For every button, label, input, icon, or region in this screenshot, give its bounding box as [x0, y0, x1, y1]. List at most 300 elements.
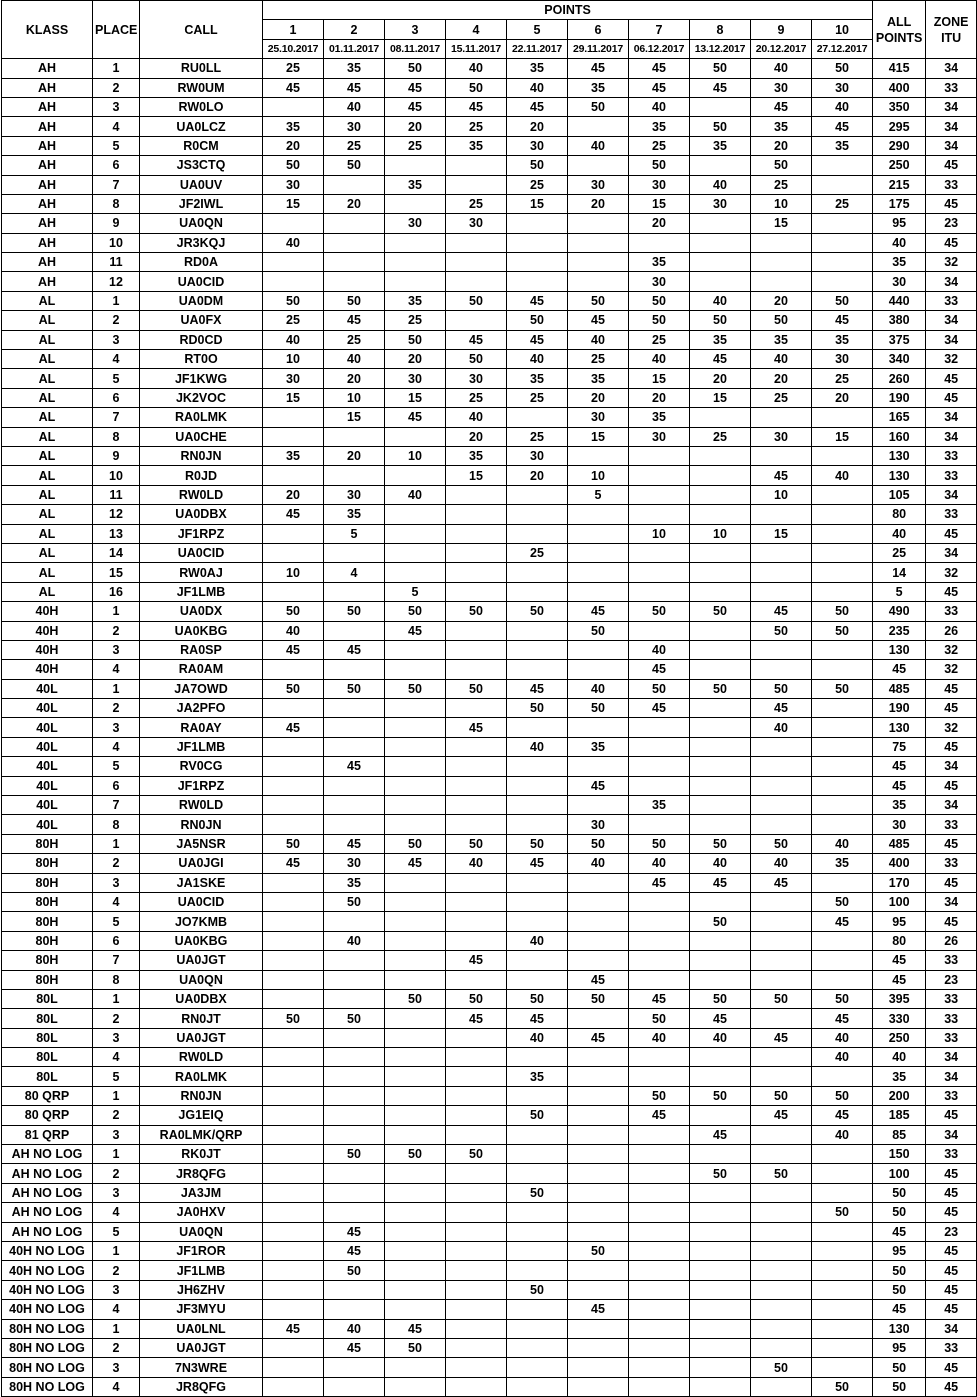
cell-r6: 50	[568, 97, 629, 116]
cell-r2	[324, 1358, 385, 1377]
table-row	[2, 1338, 977, 1357]
cell-r7	[629, 446, 690, 465]
cell-r5	[507, 563, 568, 582]
cell-r9	[751, 1300, 812, 1319]
cell-r8	[690, 776, 751, 795]
cell-r2	[324, 621, 385, 640]
cell-place: 7	[93, 408, 140, 427]
cell-r2: 50	[324, 1261, 385, 1280]
cell-r6: 45	[568, 776, 629, 795]
cell-r1	[263, 776, 324, 795]
cell-r7	[629, 1377, 690, 1396]
cell-r4	[446, 621, 507, 640]
cell-r1: 50	[263, 602, 324, 621]
cell-r8	[690, 737, 751, 756]
cell-r4	[446, 1067, 507, 1086]
cell-r9	[751, 505, 812, 524]
cell-r2: 45	[324, 640, 385, 659]
cell-zone: 45	[926, 1106, 977, 1125]
cell-r2: 4	[324, 563, 385, 582]
cell-place: 1	[93, 1086, 140, 1105]
cell-r10	[812, 660, 873, 679]
cell-r6	[568, 1183, 629, 1202]
cell-call: RN0JN	[140, 446, 263, 465]
table-row	[2, 311, 977, 330]
header-date-6: 29.11.2017	[568, 39, 629, 58]
cell-r7	[629, 1242, 690, 1261]
header-round-10: 10	[812, 20, 873, 39]
cell-r4: 40	[446, 854, 507, 873]
cell-r9	[751, 1203, 812, 1222]
cell-total: 185	[873, 1106, 926, 1125]
cell-r8	[690, 699, 751, 718]
cell-klass: 80H NO LOG	[2, 1319, 93, 1338]
cell-r5: 30	[507, 446, 568, 465]
cell-r10	[812, 1067, 873, 1086]
cell-r6	[568, 1086, 629, 1105]
cell-r3: 50	[385, 679, 446, 698]
cell-r5	[507, 757, 568, 776]
cell-total: 45	[873, 951, 926, 970]
cell-r8: 50	[690, 912, 751, 931]
cell-zone: 34	[926, 1067, 977, 1086]
cell-zone: 34	[926, 1319, 977, 1338]
cell-r2	[324, 1280, 385, 1299]
cell-r3: 50	[385, 989, 446, 1008]
cell-r2	[324, 660, 385, 679]
cell-total: 35	[873, 253, 926, 272]
cell-place: 12	[93, 272, 140, 291]
cell-place: 3	[93, 1280, 140, 1299]
cell-r2: 20	[324, 369, 385, 388]
cell-zone: 26	[926, 931, 977, 950]
cell-r2: 25	[324, 136, 385, 155]
cell-r7: 50	[629, 679, 690, 698]
cell-r9: 45	[751, 1106, 812, 1125]
cell-r3	[385, 1125, 446, 1144]
cell-r5	[507, 1086, 568, 1105]
cell-r7: 40	[629, 1028, 690, 1047]
cell-klass: 81 QRP	[2, 1125, 93, 1144]
cell-r7: 45	[629, 78, 690, 97]
cell-place: 11	[93, 485, 140, 504]
header-zone-line1: ZONE	[933, 14, 969, 29]
cell-call: JK2VOC	[140, 388, 263, 407]
cell-klass: 80L	[2, 1048, 93, 1067]
header-all-points	[873, 1, 926, 59]
cell-r5: 50	[507, 1183, 568, 1202]
table-row	[2, 1261, 977, 1280]
cell-call: RW0LD	[140, 485, 263, 504]
cell-total: 50	[873, 1183, 926, 1202]
cell-r7: 45	[629, 1106, 690, 1125]
cell-r7	[629, 621, 690, 640]
table-row	[2, 621, 977, 640]
cell-r1: 20	[263, 485, 324, 504]
cell-zone: 33	[926, 446, 977, 465]
cell-r9	[751, 1145, 812, 1164]
cell-place: 2	[93, 311, 140, 330]
cell-zone: 32	[926, 350, 977, 369]
cell-place: 3	[93, 1028, 140, 1047]
cell-r9	[751, 660, 812, 679]
cell-r3	[385, 737, 446, 756]
cell-r3: 45	[385, 621, 446, 640]
cell-r8	[690, 156, 751, 175]
table-row	[2, 485, 977, 504]
cell-klass: 80H	[2, 854, 93, 873]
cell-r1	[263, 543, 324, 562]
table-row	[2, 757, 977, 776]
cell-r10	[812, 543, 873, 562]
cell-r5	[507, 1125, 568, 1144]
cell-r2: 45	[324, 757, 385, 776]
cell-r3: 30	[385, 214, 446, 233]
header-round-8: 8	[690, 20, 751, 39]
cell-r5	[507, 408, 568, 427]
cell-r10	[812, 272, 873, 291]
cell-zone: 45	[926, 1183, 977, 1202]
cell-r3	[385, 892, 446, 911]
cell-klass: 80H NO LOG	[2, 1338, 93, 1357]
cell-call: 7N3WRE	[140, 1358, 263, 1377]
cell-call: JO7KMB	[140, 912, 263, 931]
cell-r10: 25	[812, 369, 873, 388]
cell-r1	[263, 1183, 324, 1202]
cell-r6	[568, 1203, 629, 1222]
cell-r10	[812, 1242, 873, 1261]
cell-place: 5	[93, 1067, 140, 1086]
cell-call: RU0LL	[140, 59, 263, 78]
cell-place: 6	[93, 776, 140, 795]
cell-r4: 40	[446, 408, 507, 427]
cell-r1	[263, 253, 324, 272]
cell-r6: 25	[568, 350, 629, 369]
header-round-4: 4	[446, 20, 507, 39]
cell-zone: 34	[926, 330, 977, 349]
cell-r8: 50	[690, 117, 751, 136]
cell-r9	[751, 815, 812, 834]
cell-total: 95	[873, 214, 926, 233]
header-all-points-line1: ALL	[886, 14, 912, 29]
cell-klass: AL	[2, 427, 93, 446]
cell-total: 80	[873, 505, 926, 524]
header-date-2: 01.11.2017	[324, 39, 385, 58]
cell-r4	[446, 640, 507, 659]
cell-r6	[568, 214, 629, 233]
cell-zone: 45	[926, 1358, 977, 1377]
cell-r10: 50	[812, 989, 873, 1008]
cell-place: 9	[93, 446, 140, 465]
cell-call: JF1RPZ	[140, 524, 263, 543]
cell-r2: 20	[324, 194, 385, 213]
cell-r3	[385, 1280, 446, 1299]
cell-r10	[812, 757, 873, 776]
cell-r2: 35	[324, 59, 385, 78]
header-date-5: 22.11.2017	[507, 39, 568, 58]
cell-total: 130	[873, 446, 926, 465]
cell-r5	[507, 1338, 568, 1357]
cell-r1	[263, 1067, 324, 1086]
cell-r6	[568, 1261, 629, 1280]
cell-r3: 25	[385, 311, 446, 330]
cell-r9	[751, 796, 812, 815]
cell-r2	[324, 699, 385, 718]
cell-r10: 50	[812, 59, 873, 78]
cell-total: 415	[873, 59, 926, 78]
cell-r7	[629, 951, 690, 970]
cell-r8: 50	[690, 1164, 751, 1183]
cell-zone: 34	[926, 272, 977, 291]
cell-place: 10	[93, 233, 140, 252]
cell-r4	[446, 892, 507, 911]
cell-r3: 50	[385, 834, 446, 853]
cell-zone: 33	[926, 815, 977, 834]
cell-r10: 25	[812, 194, 873, 213]
cell-r3	[385, 272, 446, 291]
cell-r5: 35	[507, 369, 568, 388]
cell-zone: 45	[926, 233, 977, 252]
cell-r3	[385, 970, 446, 989]
cell-r2	[324, 466, 385, 485]
cell-r5: 50	[507, 602, 568, 621]
cell-r2: 50	[324, 156, 385, 175]
cell-place: 6	[93, 156, 140, 175]
cell-r8: 10	[690, 524, 751, 543]
table-row	[2, 796, 977, 815]
cell-r9: 35	[751, 330, 812, 349]
cell-zone: 32	[926, 660, 977, 679]
cell-r8: 50	[690, 311, 751, 330]
cell-r6: 40	[568, 330, 629, 349]
cell-total: 170	[873, 873, 926, 892]
cell-r7: 35	[629, 253, 690, 272]
cell-r9	[751, 776, 812, 795]
cell-r5	[507, 660, 568, 679]
cell-zone: 45	[926, 776, 977, 795]
cell-r2	[324, 989, 385, 1008]
cell-r2	[324, 214, 385, 233]
table-row	[2, 873, 977, 892]
cell-r3	[385, 466, 446, 485]
cell-r8: 40	[690, 175, 751, 194]
cell-place: 3	[93, 1183, 140, 1202]
cell-r7	[629, 1145, 690, 1164]
cell-klass: 80L	[2, 1009, 93, 1028]
cell-zone: 33	[926, 1145, 977, 1164]
cell-r4	[446, 1358, 507, 1377]
cell-r7	[629, 1280, 690, 1299]
cell-r1	[263, 582, 324, 601]
cell-call: JF1LMB	[140, 582, 263, 601]
cell-r7: 20	[629, 388, 690, 407]
cell-call: JS3CTQ	[140, 156, 263, 175]
cell-r10: 20	[812, 388, 873, 407]
table-row	[2, 388, 977, 407]
cell-klass: 40H	[2, 602, 93, 621]
cell-r6	[568, 233, 629, 252]
table-row	[2, 931, 977, 950]
cell-r10: 50	[812, 892, 873, 911]
cell-r6	[568, 757, 629, 776]
cell-klass: 40H	[2, 660, 93, 679]
table-row	[2, 737, 977, 756]
cell-r9	[751, 1261, 812, 1280]
cell-r6: 45	[568, 59, 629, 78]
cell-total: 400	[873, 854, 926, 873]
cell-place: 5	[93, 912, 140, 931]
cell-r3: 45	[385, 97, 446, 116]
cell-r10: 45	[812, 311, 873, 330]
header-round-3: 3	[385, 20, 446, 39]
cell-call: JR8QFG	[140, 1377, 263, 1396]
cell-r1	[263, 815, 324, 834]
cell-place: 3	[93, 640, 140, 659]
cell-r7	[629, 737, 690, 756]
cell-r1	[263, 1164, 324, 1183]
cell-r10	[812, 873, 873, 892]
cell-r6: 50	[568, 699, 629, 718]
cell-r2	[324, 951, 385, 970]
cell-r4	[446, 912, 507, 931]
cell-r9	[751, 233, 812, 252]
cell-r9	[751, 1319, 812, 1338]
cell-total: 395	[873, 989, 926, 1008]
cell-r6	[568, 931, 629, 950]
cell-r10: 35	[812, 854, 873, 873]
cell-r3	[385, 699, 446, 718]
cell-r7	[629, 815, 690, 834]
cell-r2: 40	[324, 97, 385, 116]
cell-call: UA0QN	[140, 1222, 263, 1241]
cell-place: 1	[93, 834, 140, 853]
cell-r7: 50	[629, 311, 690, 330]
cell-r3	[385, 912, 446, 931]
table-row	[2, 815, 977, 834]
cell-r4	[446, 524, 507, 543]
cell-klass: AH	[2, 253, 93, 272]
cell-r1	[263, 97, 324, 116]
cell-r6	[568, 1280, 629, 1299]
cell-r5	[507, 1048, 568, 1067]
cell-r10: 50	[812, 1377, 873, 1396]
cell-total: 295	[873, 117, 926, 136]
cell-zone: 32	[926, 718, 977, 737]
cell-r7	[629, 1203, 690, 1222]
cell-r5: 45	[507, 854, 568, 873]
cell-r3: 30	[385, 369, 446, 388]
cell-r1	[263, 1028, 324, 1047]
cell-klass: 80L	[2, 1028, 93, 1047]
table-row	[2, 1125, 977, 1144]
cell-call: JF1LMB	[140, 1261, 263, 1280]
cell-r2	[324, 776, 385, 795]
table-row	[2, 660, 977, 679]
cell-r2: 30	[324, 485, 385, 504]
table-row	[2, 543, 977, 562]
cell-total: 50	[873, 1203, 926, 1222]
cell-call: UA0QN	[140, 214, 263, 233]
cell-r8	[690, 1242, 751, 1261]
cell-call: JA3JM	[140, 1183, 263, 1202]
cell-r2: 40	[324, 350, 385, 369]
cell-r5	[507, 892, 568, 911]
cell-call: UA0JGT	[140, 1338, 263, 1357]
table-row	[2, 970, 977, 989]
cell-r9: 50	[751, 679, 812, 698]
cell-r5: 20	[507, 466, 568, 485]
cell-place: 6	[93, 931, 140, 950]
cell-r4	[446, 505, 507, 524]
cell-r2: 50	[324, 1009, 385, 1028]
cell-r2	[324, 1106, 385, 1125]
cell-r7: 35	[629, 117, 690, 136]
cell-r4	[446, 1261, 507, 1280]
table-row	[2, 175, 977, 194]
cell-place: 5	[93, 369, 140, 388]
cell-call: JA0HXV	[140, 1203, 263, 1222]
table-row	[2, 1164, 977, 1183]
cell-r6: 30	[568, 175, 629, 194]
table-row	[2, 350, 977, 369]
cell-r5	[507, 1203, 568, 1222]
cell-r8: 40	[690, 854, 751, 873]
cell-r5	[507, 272, 568, 291]
cell-total: 250	[873, 156, 926, 175]
cell-call: RW0LD	[140, 796, 263, 815]
cell-total: 490	[873, 602, 926, 621]
table-row	[2, 156, 977, 175]
cell-total: 375	[873, 330, 926, 349]
table-body	[2, 59, 977, 1397]
cell-place: 15	[93, 563, 140, 582]
cell-place: 2	[93, 1009, 140, 1028]
cell-r7	[629, 1067, 690, 1086]
cell-r4: 50	[446, 78, 507, 97]
cell-r6: 50	[568, 291, 629, 310]
cell-r2: 50	[324, 602, 385, 621]
cell-klass: AH	[2, 214, 93, 233]
cell-r6: 40	[568, 136, 629, 155]
cell-r2	[324, 1203, 385, 1222]
cell-r2: 45	[324, 834, 385, 853]
cell-klass: 40L	[2, 718, 93, 737]
cell-klass: 80H	[2, 951, 93, 970]
table-row	[2, 718, 977, 737]
cell-place: 4	[93, 1377, 140, 1396]
cell-r5	[507, 970, 568, 989]
cell-r8: 50	[690, 989, 751, 1008]
cell-call: UA0CID	[140, 892, 263, 911]
cell-r10	[812, 737, 873, 756]
cell-r3	[385, 1183, 446, 1202]
cell-r9	[751, 1377, 812, 1396]
cell-zone: 34	[926, 97, 977, 116]
cell-klass: 80H	[2, 970, 93, 989]
cell-call: UA0LNL	[140, 1319, 263, 1338]
cell-r5: 40	[507, 350, 568, 369]
cell-r10	[812, 1164, 873, 1183]
cell-r8	[690, 796, 751, 815]
cell-r9: 20	[751, 369, 812, 388]
cell-r4	[446, 1203, 507, 1222]
cell-zone: 45	[926, 1300, 977, 1319]
cell-r9: 50	[751, 621, 812, 640]
cell-r6: 45	[568, 970, 629, 989]
cell-klass: AL	[2, 563, 93, 582]
cell-klass: 80L	[2, 1067, 93, 1086]
cell-r10: 30	[812, 350, 873, 369]
